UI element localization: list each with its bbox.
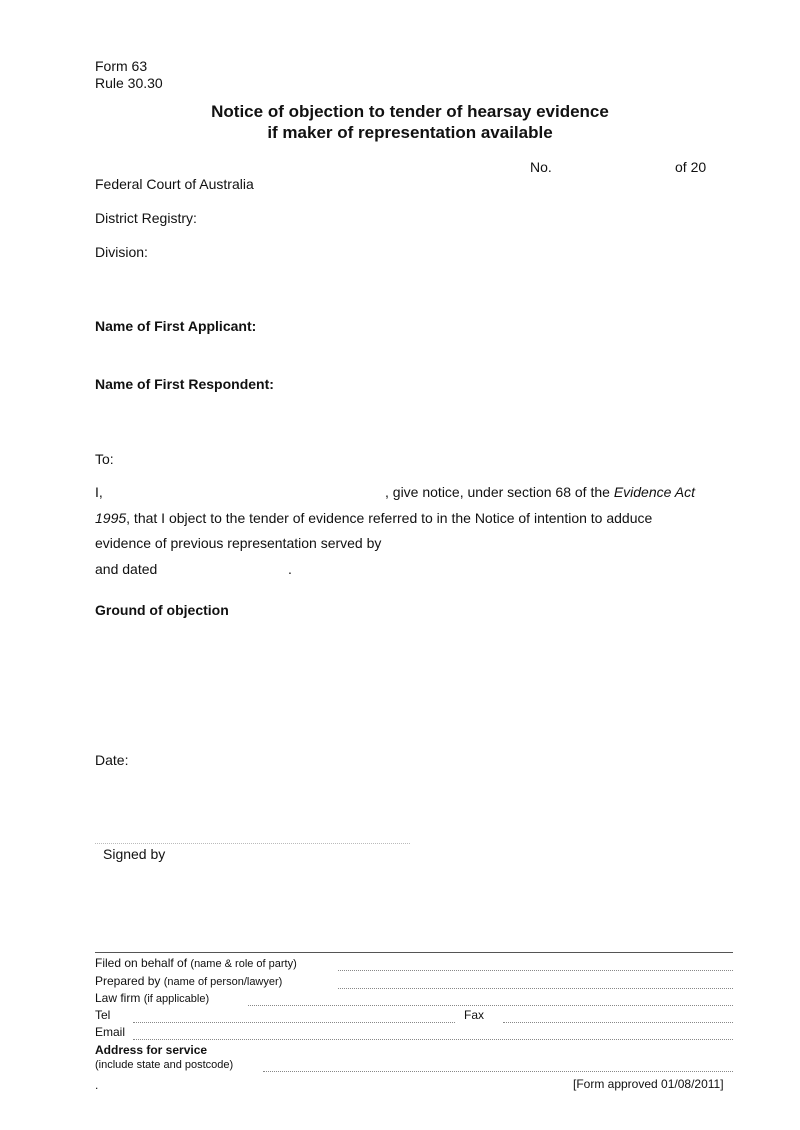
notice-line-4 [95,557,735,583]
prepared-by-field [338,988,733,989]
law-firm-label: Law firm [95,991,141,1005]
footer-dot: . [95,1078,99,1092]
notice-line-3: evidence of previous representation served by [95,535,382,551]
notice-give-notice: , give notice, under section 68 of the [385,484,614,500]
signature-line [95,843,410,844]
first-applicant-label: Name of First Applicant: [95,318,257,334]
rule-number: Rule 30.30 [95,75,163,91]
address-label: Address for service [95,1043,208,1057]
case-year-label: of 20 [675,159,707,175]
date-label: Date: [95,752,129,768]
period: . [288,560,292,577]
act-name-part1: Evidence Act [613,484,696,500]
footer-rule [95,952,733,953]
form-number: Form 63 [95,58,148,74]
form-approved-date: [Form approved 01/08/2011] [573,1077,724,1091]
notice-line-1 [95,480,735,506]
fax-label: Fax [464,1008,485,1022]
page-title: Notice of objection to tender of hearsay evidence [211,102,609,121]
email-label: Email [95,1025,126,1039]
ground-heading: Ground of objection [95,602,229,618]
law-firm-row [95,991,209,1005]
filed-on-behalf-label: Filed on behalf of [95,956,188,970]
first-respondent-label: Name of First Respondent: [95,376,274,392]
tel-label: Tel [95,1008,111,1022]
filed-on-behalf-hint: (name & role of party) [190,958,297,970]
prepared-by-row [95,974,282,988]
court-name: Federal Court of Australia [95,176,254,192]
notice-line2-text: , that I object to the tender of evidence referred to in the Notice of intention to adduce [126,509,653,526]
case-no-label: No. [530,159,552,175]
notice-line-2 [95,506,735,532]
act-name-part2: 1995 [95,509,127,526]
filed-on-behalf-field [338,970,733,971]
notice-paragraph [95,480,735,582]
signed-by-label: Signed by [103,846,166,862]
notice-i: I, [95,484,103,500]
fax-field [503,1022,733,1023]
law-firm-field [248,1005,733,1006]
email-field [133,1039,733,1040]
district-registry-label: District Registry: [95,210,197,226]
page-subtitle: if maker of representation available [267,123,553,142]
to-label: To: [95,451,114,467]
filed-on-behalf-row [95,956,297,970]
address-field [263,1071,733,1072]
tel-field [133,1022,455,1023]
prepared-by-hint: (name of person/lawyer) [163,976,283,988]
and-dated-label: and dated [95,560,158,577]
division-label: Division: [95,244,148,260]
address-hint: (include state and postcode) [95,1059,234,1071]
prepared-by-label: Prepared by [95,974,161,988]
notice-line1-text [385,480,695,506]
law-firm-hint: (if applicable) [143,993,210,1005]
